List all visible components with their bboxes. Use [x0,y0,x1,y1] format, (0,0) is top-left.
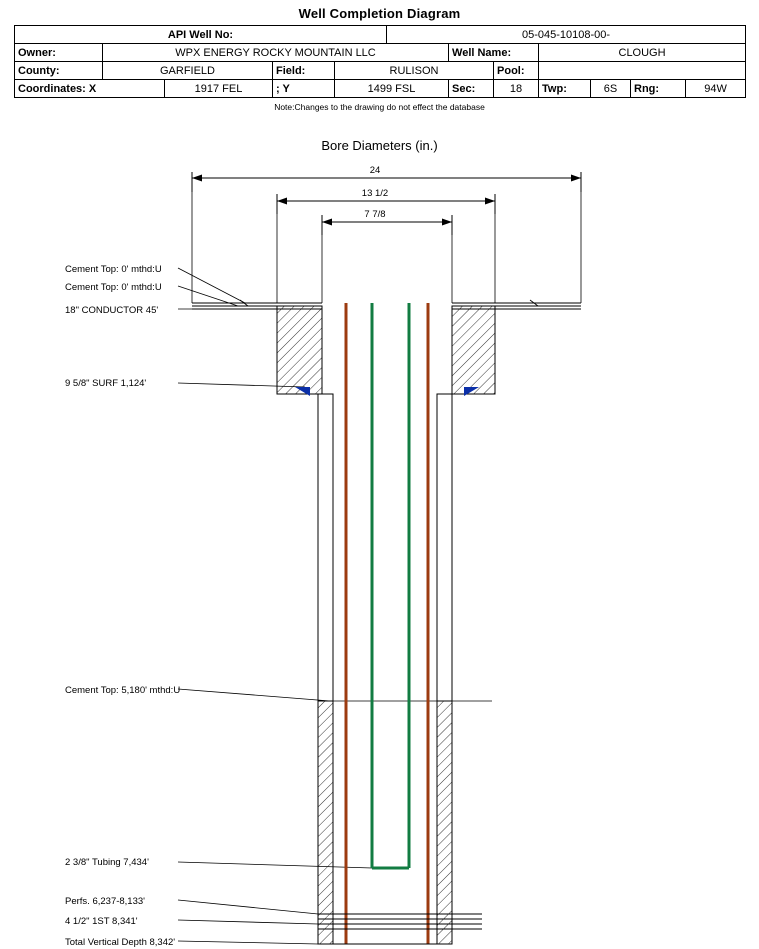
well-name-value: CLOUGH [539,44,746,62]
ground-surface-lines [192,303,581,309]
annotation-cement-top-3: Cement Top: 5,180' mthd:U [65,685,181,696]
sec-value: 18 [494,80,539,98]
annotation-cement-top-2: Cement Top: 0' mthd:U [65,282,162,293]
api-value: 05-045-10108-00- [387,26,746,44]
annotation-perfs: Perfs. 6,237-8,133' [65,896,145,907]
dim-label-inner: 7 7/8 [364,209,386,220]
annotation-tubing: 2 3/8" Tubing 7,434' [65,857,149,868]
surface-casing-annulus [318,394,452,944]
annotation-first-string: 4 1/2" 1ST 8,341' [65,916,138,927]
rng-value: 94W [686,80,746,98]
coordinates-label: Coordinates: X [15,80,165,98]
owner-value: WPX ENERGY ROCKY MOUNTAIN LLC [103,44,449,62]
page-title: Well Completion Diagram [298,6,461,21]
annotation-cement-top-1: Cement Top: 0' mthd:U [65,264,162,275]
wellbore-schematic [0,6,759,949]
county-label: County: [15,62,103,80]
sec-label: Sec: [449,80,494,98]
bore-diameters-title: Bore Diameters (in.) [321,138,438,153]
annotation-conductor: 18" CONDUCTOR 45' [65,305,159,316]
annotation-surface-casing: 9 5/8" SURF 1,124' [65,378,147,389]
pool-label: Pool: [494,62,539,80]
twp-label: Twp: [539,80,591,98]
perforation-marks [318,914,482,944]
database-note: Note:Changes to the drawing do not effect the database [274,102,485,112]
production-casing [346,303,428,944]
field-value: RULISON [335,62,494,80]
cement-shoe-markers [295,387,479,396]
dim-label-outer: 24 [369,165,381,176]
well-name-label: Well Name: [449,44,539,62]
well-completion-diagram-page [0,6,759,949]
rng-label: Rng: [631,80,686,98]
field-label: Field: [273,62,335,80]
dim-label-middle: 13 1/2 [361,188,389,199]
tubing-string [372,303,409,868]
conductor-casing [277,306,495,394]
owner-label: Owner: [15,44,103,62]
annotation-tvd: Total Vertical Depth 8,342' [65,937,176,948]
county-value: GARFIELD [103,62,273,80]
coord-y-label: ; Y [273,80,335,98]
dimension-lines [192,172,581,303]
coord-x-value: 1917 FEL [165,80,273,98]
coord-y-value: 1499 FSL [335,80,449,98]
twp-value: 6S [591,80,631,98]
api-label: API Well No: [15,26,387,44]
